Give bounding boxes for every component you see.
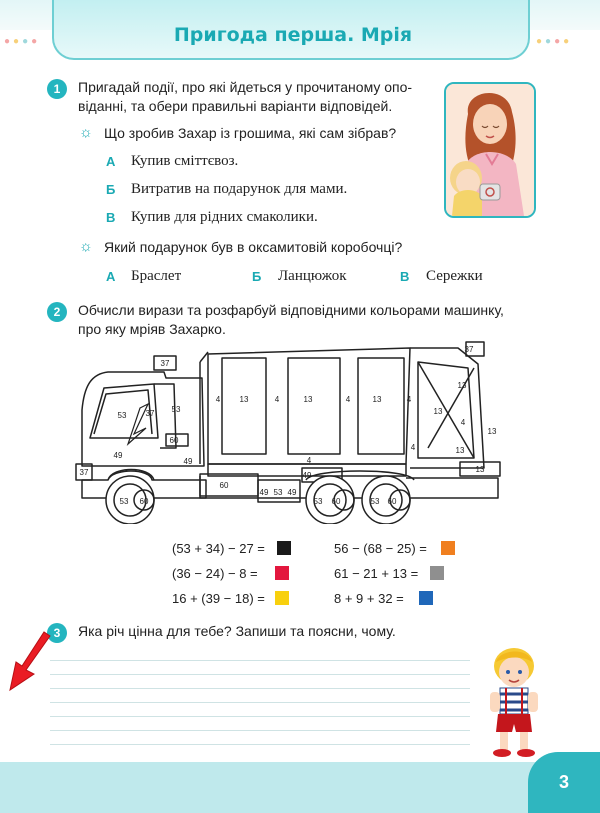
truck-label: 13 [455,446,465,455]
truck-label: 53 [171,405,181,414]
truck-label: 4 [406,395,412,404]
sun-bullet-icon: ☼ [79,238,93,255]
truck-label: 60 [169,436,179,445]
task-2-text-line1: Обчисли вирази та розфарбуй відповідними кольорами машинку, [78,302,504,318]
task-1-text-line2: віданні, та обери правильні варіанти відповідей. [78,98,393,114]
truck-label: 13 [475,465,485,474]
task-2-text-line2: про яку мріяв Захарко. [78,321,226,337]
expression: 61 − 21 + 13 = [334,566,419,581]
color-swatch [441,541,455,555]
truck-label: 60 [331,497,341,506]
truck-label: 37 [160,359,170,368]
truck-label: 4 [274,395,280,404]
red-arrow-icon [4,630,54,694]
sun-bullet-icon: ☼ [79,124,93,141]
color-swatch [277,541,291,555]
writing-lines[interactable] [50,656,470,752]
truck-label: 37 [464,345,474,354]
boy-illustration [478,640,550,760]
expression: (36 − 24) − 8 = [172,566,258,581]
option-text[interactable]: Браслет [131,268,182,284]
mother-child-illustration [444,82,536,218]
expression: 16 + (39 − 18) = [172,591,265,606]
question-1: Що зробив Захар із грошима, які сам зібрав? [104,125,397,141]
truck-label: 60 [139,497,149,506]
expression: (53 + 34) − 27 = [172,541,265,556]
option-letter: В [400,269,410,284]
expression: 8 + 9 + 32 = [334,591,404,606]
color-swatch [419,591,433,605]
page-number: 3 [528,752,600,813]
truck-label: 4 [345,395,351,404]
color-swatch [275,566,289,580]
truck-label: 4 [215,395,221,404]
truck-label: 13 [433,407,443,416]
option-letter: Б [252,269,262,284]
color-swatch [275,591,289,605]
truck-label: 37 [145,409,155,418]
task-3-text: Яка річ цінна для тебе? Запиши та поясни, чому. [78,623,396,639]
truck-label: 49 [113,451,123,460]
truck-label: 49 [183,457,193,466]
truck-label: 4 [460,418,466,427]
question-2: Який подарунок був в оксамитовій коробочці? [104,239,403,255]
truck-label: 53 [313,497,323,506]
truck-label: 37 [79,468,89,477]
task-2-number: 2 [47,302,67,322]
bottom-band [0,762,600,813]
option-text[interactable]: Сережки [426,268,483,284]
option-text[interactable]: Купив для рідних смаколики. [131,209,318,225]
truck-label: 4 [306,456,312,465]
truck-label: 13 [372,395,382,404]
truck-label: 13 [239,395,249,404]
title-banner [52,0,530,60]
decor-dots-right: ●●●● [536,36,573,47]
truck-label: 49 [259,488,269,497]
truck-label: 4 [410,443,416,452]
truck-label: 53 [273,488,283,497]
option-letter: А [106,269,116,284]
decor-dots-left: ●●●● [4,36,41,47]
truck-label: 60 [387,497,397,506]
truck-label: 53 [119,497,129,506]
task-3-number: 3 [47,623,67,643]
truck-label: 49 [287,488,297,497]
truck-label: 13 [303,395,313,404]
truck-label: 53 [370,497,380,506]
option-letter: В [106,210,116,225]
expression: 56 − (68 − 25) = [334,541,427,556]
task-1-number: 1 [47,79,67,99]
option-text[interactable]: Купив сміттєвоз. [131,153,239,169]
truck-label: 13 [457,381,467,390]
option-letter: А [106,154,116,169]
option-text[interactable]: Ланцюжок [278,268,347,284]
option-letter: Б [106,182,116,197]
truck-label: 13 [487,427,497,436]
truck-label: 53 [117,411,127,420]
truck-label: 49 [302,471,312,480]
page-title: Пригода перша. Мрія [173,24,413,46]
task-1-text-line1: Пригадай події, про які йдеться у прочитаному опо- [78,79,413,95]
garbage-truck-coloring[interactable] [68,338,514,524]
truck-label: 60 [219,481,229,490]
color-swatch [430,566,444,580]
option-text[interactable]: Витратив на подарунок для мами. [131,181,348,197]
